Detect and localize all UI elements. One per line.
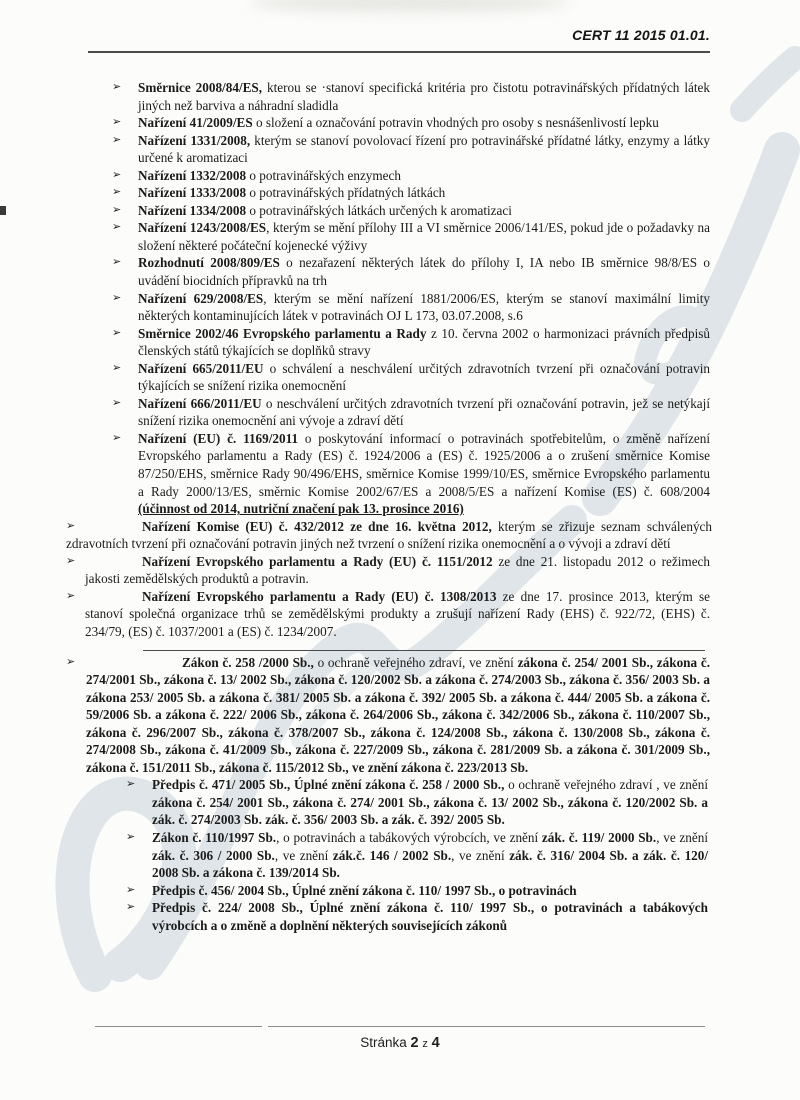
bullet-arrow-icon: ➢ bbox=[66, 519, 76, 532]
bullet-arrow-icon: ➢ bbox=[66, 554, 76, 567]
list-item-text: Zákon č. 258 /2000 Sb., o ochraně veřejného zdraví, ve znění zákona č. 254/ 2001 Sb., zákona č. 274/2001 Sb., zákona č. 13/ 2002 Sb., zákona č. 120/2002 Sb. a zákona č. 274/2003 Sb., zákona č. 356/ 2003 Sb. a zákona 253/ 2005 Sb. a zákona č. 381/ 2005 Sb. a zákona č. 392/ 2005 Sb. a zákona č. 444/ 2005 Sb. a zákona č. 59/2006 Sb. a zákona č. 222/ 2006 Sb., zákona č. 264/2006 Sb., zákona č. 342/2006 Sb., zákona č. 110/2007 Sb., zákona č. 296/2007 Sb., zákona č. 378/2007 Sb., zákona č. 124/2008 Sb., zákona č. 130/2008 Sb., zákona č. 274/2008 Sb., zákona č. 41/2009 Sb., zákona č. 227/2009 Sb., zákona č. 281/2009 Sb. a zákona č. 301/2009 Sb., zákona č. 151/2011 Sb., zákona č. 115/2012 Sb., ve znění zákona č. 223/2013 Sb. bbox=[86, 654, 710, 775]
bullet-arrow-icon: ➢ bbox=[112, 133, 122, 146]
list-item bbox=[0, 518, 800, 553]
list-item bbox=[0, 184, 800, 202]
list-item bbox=[0, 776, 800, 829]
list-item bbox=[0, 882, 800, 900]
bullet-arrow-icon: ➢ bbox=[112, 168, 122, 181]
section-divider bbox=[143, 650, 705, 651]
list-item bbox=[0, 290, 800, 325]
list-item bbox=[0, 79, 800, 114]
bullet-arrow-icon: ➢ bbox=[112, 326, 122, 339]
bullet-arrow-icon: ➢ bbox=[126, 830, 136, 843]
list-item bbox=[0, 395, 800, 430]
list-item-text: Nařízení (EU) č. 1169/2011 o poskytování informací o potravinách spotřebitelům, o změně nařízení Evropského parlamentu a Rady (ES) č. 1924/2006 a (ES) č. 1925/2006 a o zrušení směrnice Komise 87/250/EHS, směrnice Rady 90/496/EHS, směrnice Komise 1999/10/ES, směrnice Evropského parlamentu a Rady 2000/13/ES, směrnic Komise 2002/67/ES a 2008/5/ES a nařízení Komise (ES) č. 608/2004 (účinnost od 2014, nutriční značení pak 13. prosince 2016) bbox=[138, 430, 710, 517]
list-item bbox=[0, 167, 800, 185]
list-item-text: Předpis č. 456/ 2004 Sb., Úplné znění zákona č. 110/ 1997 Sb., o potravinách bbox=[152, 882, 577, 898]
list-item bbox=[0, 654, 800, 777]
list-item bbox=[0, 553, 800, 588]
footer-divider-left bbox=[95, 1026, 262, 1027]
list-item bbox=[0, 360, 800, 395]
page-number bbox=[0, 1035, 800, 1051]
scan-smudge bbox=[250, 0, 570, 12]
list-item-text: Zákon č. 110/1997 Sb., o potravinách a tabákových výrobcích, ve znění zák. č. 119/ 2000 Sb., ve znění zák. č. 306 / 2000 Sb., ve znění zák.č. 146 / 2002 Sb., ve znění zák. č. 316/ 2004 Sb. a zák. č. 120/ 2008 Sb. a zákona č. 139/2014 Sb. bbox=[152, 829, 709, 881]
page-number-separator: z bbox=[422, 1038, 428, 1050]
bullet-arrow-icon: ➢ bbox=[112, 291, 122, 304]
list-item bbox=[0, 202, 800, 220]
bullet-arrow-icon: ➢ bbox=[112, 431, 122, 444]
list-item-text: Nařízení 41/2009/ES o složení a označování potravin vhodných pro osoby s nesnášenlivostí lepku bbox=[138, 115, 659, 131]
list-item-text: Nařízení 666/2011/EU o neschválení určitých zdravotních tvrzení při označování potravin, jež se netýkají snížení rizika onemocnění ani vývoje a zdraví dětí bbox=[138, 395, 710, 429]
list-item-text: Nařízení Evropského parlamentu a Rady (EU) č. 1308/2013 ze dne 17. prosince 2013, kterým se stanoví společná organizace trhů se zemědělskými produkty a zrušují nařízení Rady (EHS) č. 922/72, (EHS) č. 234/79, (ES) č. 1037/2001 a (ES) č. 1234/2007. bbox=[85, 588, 710, 639]
list-item bbox=[0, 829, 800, 882]
bullet-arrow-icon: ➢ bbox=[112, 203, 122, 216]
bullet-arrow-icon: ➢ bbox=[112, 396, 122, 409]
list-item-text: Nařízení 1332/2008 o potravinářských enzymech bbox=[138, 167, 401, 183]
bullet-arrow-icon: ➢ bbox=[112, 361, 122, 374]
list-item-text: Nařízení 1333/2008 o potravinářských přídatných látkách bbox=[138, 185, 446, 201]
list-item-text: Nařízení 1334/2008 o potravinářských látkách určených k aromatizaci bbox=[138, 202, 512, 218]
list-item-text: Směrnice 2008/84/ES, kterou se ·stanoví specifická kritéria pro čistotu potravinářských přídatných látek jiných než barviva a náhradní sladidla bbox=[138, 80, 710, 113]
list-item-text: Nařízení 1331/2008, kterým se stanoví povolovací řízení pro potravinářské přídatné látky, enzymy a látky určené k aromatizaci bbox=[138, 132, 710, 166]
list-item bbox=[0, 430, 800, 518]
list-item-text: Nařízení 1243/2008/ES, kterým se mění přílohy III a VI směrnice 2006/141/ES, pokud jde o požadavky na složení některé počáteční kojenecké výživy bbox=[138, 220, 710, 253]
list-item bbox=[0, 588, 800, 641]
list-item bbox=[0, 219, 800, 254]
list-item-text: Nařízení 629/2008/ES, kterým se mění nařízení 1881/2006/ES, kterým se stanoví maximální limity některých kontaminujících látek v potravinách OJ L 173, 03.07.2008, s.6 bbox=[138, 290, 710, 324]
page-number-prefix: Stránka bbox=[360, 1035, 407, 1050]
page-number-total: 4 bbox=[431, 1035, 440, 1051]
list-item bbox=[0, 254, 800, 289]
list-item-text: Nařízení Komise (EU) č. 432/2012 ze dne 16. května 2012, kterým se zřizuje seznam schválených zdravotních tvrzení při označování potravin jiných než tvrzení o snížení rizika onemocnění a o vývoji a zdraví dětí bbox=[66, 518, 712, 552]
bullet-arrow-icon: ➢ bbox=[112, 186, 122, 199]
list-item bbox=[0, 132, 800, 167]
bullet-arrow-icon: ➢ bbox=[112, 81, 122, 93]
header-divider bbox=[88, 51, 710, 53]
list-item bbox=[0, 899, 800, 934]
bullet-arrow-icon: ➢ bbox=[112, 256, 122, 269]
bullet-arrow-icon: ➢ bbox=[66, 589, 76, 602]
regulation-list bbox=[0, 79, 800, 934]
bullet-arrow-icon: ➢ bbox=[112, 221, 122, 234]
bullet-arrow-icon: ➢ bbox=[66, 655, 76, 668]
list-item-text: Rozhodnutí 2008/809/ES o nezařazení některých látek do přílohy I, IA nebo IB směrnice 98/8/ES o uvádění biocidních přípravků na trh bbox=[138, 255, 710, 289]
list-item-text: Nařízení 665/2011/EU o schválení a neschválení určitých zdravotních tvrzení při označování potravin týkajících se snížení rizika onemocnění bbox=[138, 360, 710, 394]
bullet-arrow-icon: ➢ bbox=[126, 883, 136, 896]
list-item-text: Nařízení Evropského parlamentu a Rady (EU) č. 1151/2012 ze dne 21. listopadu 2012 o režimech jakosti zemědělských produktů a potravin. bbox=[85, 553, 710, 587]
document-code: CERT 11 2015 01.01. bbox=[572, 27, 710, 43]
list-item-text: Předpis č. 224/ 2008 Sb., Úplné znění zákona č. 110/ 1997 Sb., o potravinách a tabákových výrobcích a o změně a doplnění některých souvisejících zákonů bbox=[152, 900, 708, 933]
list-item bbox=[0, 114, 800, 132]
bullet-arrow-icon: ➢ bbox=[126, 778, 136, 791]
bullet-arrow-icon: ➢ bbox=[126, 901, 136, 914]
list-item-text: Předpis č. 471/ 2005 Sb., Úplné znění zákona č. 258 / 2000 Sb., o ochraně veřejného zdraví , ve znění zákona č. 254/ 2001 Sb., zákona č. 274/ 2001 Sb., zákona č. 13/ 2002 Sb., zákona č. 120/2002 Sb. a zák. č. 274/2003 Sb. zák. č. 356/ 2003 Sb. a zák. č. 392/ 2005 Sb. bbox=[152, 777, 708, 828]
list-item bbox=[0, 325, 800, 360]
list-item-text: Směrnice 2002/46 Evropského parlamentu a Rady z 10. června 2002 o harmonizaci právních předpisů členských států týkajících se doplňků stravy bbox=[138, 325, 710, 359]
bullet-arrow-icon: ➢ bbox=[112, 116, 122, 129]
footer-divider-right bbox=[268, 1026, 705, 1027]
page-number-current: 2 bbox=[410, 1035, 419, 1051]
